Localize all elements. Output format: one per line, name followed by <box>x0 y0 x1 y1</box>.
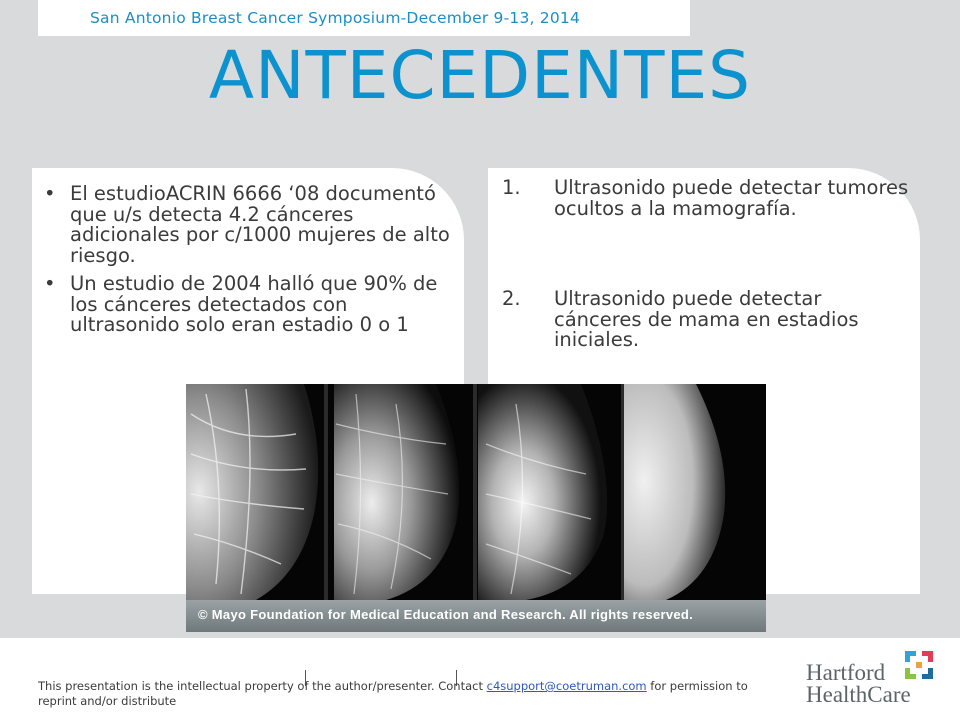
conference-header: San Antonio Breast Cancer Symposium-December 9-13, 2014 <box>90 9 581 27</box>
logo-line-1: Hartford <box>806 660 886 685</box>
bullet-list <box>44 182 462 344</box>
item-text: Ultrasonido puede detectar cánceres de mama en estadios iniciales. <box>554 287 859 351</box>
contact-email-link[interactable]: c4support@coetruman.com <box>486 679 647 693</box>
bullet-text: El estudioACRIN 6666 ‘08 documentó que u/s detecta 4.2 cánceres adicionales por c/1000 mujeres de alto riesgo. <box>70 182 450 267</box>
numbered-item <box>502 178 912 219</box>
bullet-text: Un estudio de 2004 halló que 90% de los cánceres detectados con ultrasonido solo eran estadio 0 o 1 <box>70 272 438 336</box>
bullet-dot: • <box>44 182 56 205</box>
mammogram-image <box>186 384 766 632</box>
footer-text-tail: for permission to reprint and/or distribute <box>38 679 748 708</box>
item-text: Ultrasonido puede detectar tumores ocultos a la mamografía. <box>554 176 909 220</box>
footer-text: This presentation is the intellectual property of the author/presenter. Contact <box>38 679 487 693</box>
header-box <box>38 0 690 36</box>
bullet-dot: • <box>44 272 56 295</box>
hartford-healthcare-logo <box>806 648 936 710</box>
mammogram-panels <box>186 384 766 600</box>
item-number: 1. <box>502 176 521 199</box>
bullet-item <box>44 272 462 336</box>
image-caption: © Mayo Foundation for Medical Education and Research. All rights reserved. <box>198 607 694 622</box>
item-number: 2. <box>502 287 521 310</box>
numbered-list <box>502 178 912 351</box>
footer-notice <box>38 679 780 709</box>
numbered-item <box>502 289 912 351</box>
bullet-item <box>44 182 462 267</box>
slide-title: ANTECEDENTES <box>208 37 752 114</box>
logo-wordmark <box>806 662 911 706</box>
image-caption-bar <box>186 600 766 632</box>
logo-line-2: HealthCare <box>806 682 911 707</box>
